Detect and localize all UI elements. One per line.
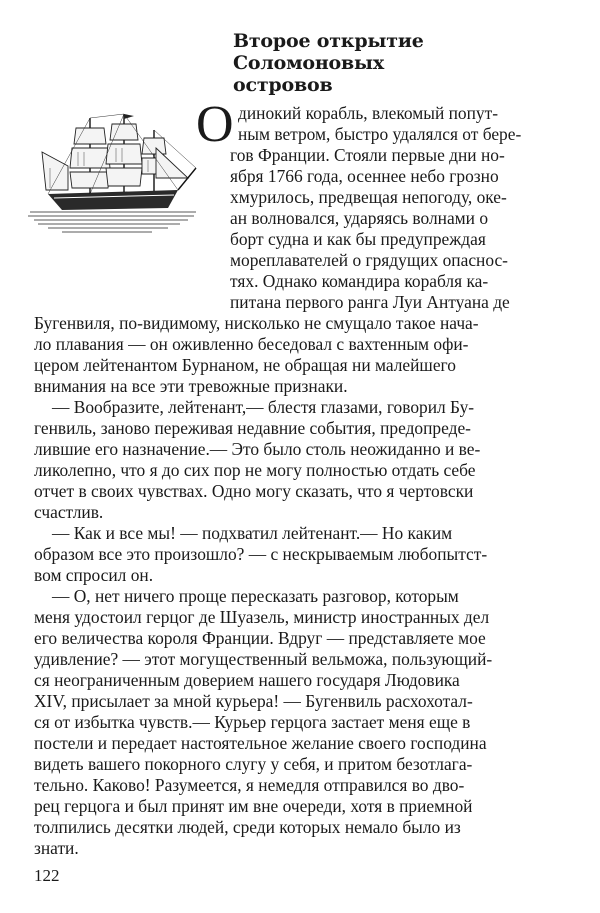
text-line: — Вообразите, лейтенант,— блестя глазами, говорил Бу-: [52, 397, 475, 417]
text-line: удивление? — этот могущественный вельможа, пользующий-: [34, 649, 493, 669]
text-line: ан волновался, ударяясь волнами о: [230, 208, 489, 228]
text-line: XIV, присылает за мной курьера! — Бугенвиль расхохотал-: [34, 691, 473, 711]
text-line: хмурилось, предвещая непогоду, оке-: [230, 187, 507, 207]
text-line: тельно. Каково! Разумеется, я немедля отправился во дво-: [34, 775, 465, 795]
text-line: генвиль, заново переживая недавние события, предопреде-: [34, 418, 471, 438]
text-line: — О, нет ничего проще пересказать разговор, которым: [52, 586, 459, 606]
text-line: ся от избытка чувств.— Курьер герцога застает меня еще в: [34, 712, 471, 732]
text-line: счастлив.: [34, 502, 104, 522]
text-line: ликолепно, что я до сих пор не могу полностью отдать себе: [34, 460, 476, 480]
page-number: 122: [34, 866, 60, 885]
text-line: видеть вашего покорного слугу у себя, и притом безотлага-: [34, 754, 473, 774]
text-line: толпились десятки людей, среди которых немало было из: [34, 817, 461, 837]
text-line: отчет в своих чувствах. Одно могу сказать, что я чертовски: [34, 481, 474, 501]
chapter-title-line-1: Второе открытие Соломоновых: [233, 30, 424, 74]
text-line: образом все это произошло? — с нескрываемым любопытст-: [34, 544, 488, 564]
text-line: цером лейтенантом Бурнаном, не обращая ни малейшего: [34, 355, 456, 375]
text-line: ло плавания — он оживленно беседовал с вахтенным офи-: [34, 334, 469, 354]
text-line: рец герцога и был принят им вне очереди, хотя в приемной: [34, 796, 473, 816]
text-line: — Как и все мы! — подхватил лейтенант.— Но каким: [52, 523, 453, 543]
text-line: меня удостоил герцог де Шуазель, министр иностранных дел: [34, 607, 490, 627]
text-line: ся неограниченным доверием нашего государя Людовика: [34, 670, 460, 690]
chapter-title: [233, 30, 573, 96]
text-line: тях. Однако командира корабля ка-: [230, 271, 489, 291]
text-line: внимания на все эти тревожные признаки.: [34, 376, 348, 396]
text-line: лившие его назначение.— Это было столь неожиданно и ве-: [34, 439, 481, 459]
text-line: его величества короля Франции. Вдруг — представляете мое: [34, 628, 486, 648]
text-line: знати.: [34, 838, 79, 858]
text-line: динокий корабль, влекомый попут-: [238, 103, 499, 123]
sailing-ship-illustration: [28, 108, 198, 238]
text-line: питана первого ранга Луи Антуана де: [230, 292, 510, 312]
text-line: ным ветром, быстро удалялся от бере-: [238, 124, 522, 144]
text-line: постели и передает настоятельное желание своего господина: [34, 733, 487, 753]
text-line: ября 1766 года, осеннее небо грозно: [230, 166, 499, 186]
text-line: борт судна и как бы предупреждая: [230, 229, 486, 249]
chapter-title-line-2: островов: [233, 74, 333, 96]
text-line: гов Франции. Стояли первые дни но-: [230, 145, 505, 165]
text-line: Бугенвиля, по-видимому, нисколько не смущало такое нача-: [34, 313, 479, 333]
drop-cap: О: [196, 96, 234, 153]
text-line: мореплавателей о грядущих опаснос-: [230, 250, 508, 270]
text-line: вом спросил он.: [34, 565, 154, 585]
